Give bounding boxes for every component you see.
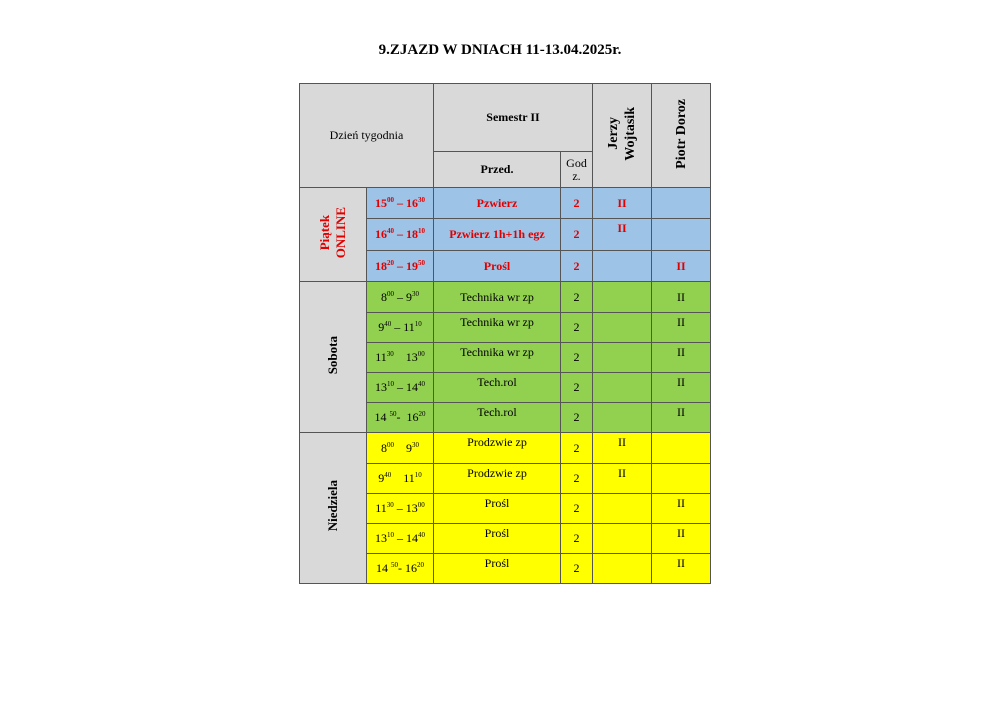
- time-separator: –: [394, 531, 406, 545]
- subject-cell: Pzwierz 1h+1h egz: [434, 219, 561, 251]
- start-hour: 8: [381, 289, 387, 304]
- time-cell: [367, 464, 434, 494]
- start-hour: 18: [375, 258, 387, 273]
- start-hour: 9: [378, 471, 385, 485]
- page-title: 9.ZJAZD W DNIACH 11-13.04.2025r.: [378, 42, 622, 58]
- start-hour: 9: [378, 320, 385, 334]
- start-minutes: 40: [384, 471, 392, 479]
- start-hour: 14: [374, 410, 390, 424]
- start-minutes: 00: [387, 440, 394, 449]
- subject-cell: Prodzwie zp: [434, 433, 561, 464]
- day-cell: [300, 433, 367, 584]
- hours-cell: 2: [561, 554, 593, 584]
- end-hour: 13: [405, 501, 418, 515]
- start-hour: 13: [375, 380, 387, 394]
- time-separator: -: [398, 561, 405, 575]
- start-minutes: 30: [386, 501, 394, 509]
- time-cell: [367, 313, 434, 343]
- schedule-table: [299, 83, 711, 584]
- start-minutes: 10: [387, 380, 394, 388]
- day-name: Sobota: [325, 335, 340, 375]
- hours-header-line1: God: [566, 155, 587, 170]
- teacher1-cell: II: [593, 188, 652, 219]
- teacher1-cell: [593, 343, 652, 373]
- teacher2-cell: II: [652, 524, 711, 554]
- end-minutes: 30: [418, 195, 425, 204]
- time-cell: [367, 343, 434, 373]
- end-minutes: 00: [417, 350, 425, 358]
- time-separator: –: [394, 258, 406, 273]
- end-hour: 16: [405, 561, 417, 575]
- time-cell: [367, 251, 434, 282]
- teacher-last-name: Wojtasik: [623, 106, 638, 161]
- hours-cell: 2: [561, 464, 593, 494]
- time-cell: [367, 403, 434, 433]
- start-minutes: 50: [391, 561, 398, 569]
- time-separator: –: [394, 227, 406, 241]
- teacher1-cell: II: [593, 464, 652, 494]
- hours-cell: 2: [561, 251, 593, 282]
- teacher1-cell: [593, 494, 652, 524]
- start-hour: 14: [376, 561, 391, 575]
- end-hour: 14: [406, 380, 418, 394]
- start-hour: 11: [375, 350, 387, 364]
- start-hour: 16: [375, 227, 387, 241]
- time-cell: [367, 433, 434, 464]
- subject-cell: Tech.rol: [434, 403, 561, 433]
- teacher1-cell: [593, 554, 652, 584]
- hours-cell: 2: [561, 373, 593, 403]
- teacher-name: Piotr Doroz: [673, 98, 689, 169]
- subject-cell: Pzwierz: [434, 188, 561, 219]
- teacher1-cell: II: [593, 433, 652, 464]
- teacher2-cell: II: [652, 373, 711, 403]
- day-cell-friday: [300, 188, 367, 282]
- time-separator: –: [394, 289, 406, 304]
- schedule-row: [300, 433, 711, 464]
- subject-cell: Technika wr zp: [434, 282, 561, 313]
- start-minutes: 40: [384, 320, 392, 328]
- day-cell: [300, 282, 367, 433]
- teacher1-cell: [593, 373, 652, 403]
- time-separator: [394, 441, 406, 455]
- hours-cell: 2: [561, 343, 593, 373]
- subject-cell: Technika wr zp: [434, 313, 561, 343]
- start-minutes: 50: [389, 410, 397, 418]
- hours-cell: 2: [561, 313, 593, 343]
- start-minutes: 30: [386, 350, 394, 358]
- time-cell: [367, 188, 434, 219]
- end-hour: 16: [406, 195, 418, 210]
- time-cell: [367, 494, 434, 524]
- start-minutes: 00: [387, 289, 394, 298]
- teacher1-cell: [593, 282, 652, 313]
- subject-cell: Prośl: [434, 524, 561, 554]
- hours-cell: 2: [561, 433, 593, 464]
- subject-cell: Tech.rol: [434, 373, 561, 403]
- day-name: Niedziela: [325, 480, 340, 532]
- schedule-body: [300, 188, 711, 584]
- teacher2-cell: [652, 188, 711, 219]
- start-hour: 13: [375, 531, 387, 545]
- teacher2-cell: II: [652, 494, 711, 524]
- teacher2-cell: II: [652, 282, 711, 313]
- time-separator: [391, 471, 403, 485]
- teacher2-cell: II: [652, 251, 711, 282]
- end-minutes: 20: [417, 561, 424, 569]
- end-hour: 9: [406, 440, 412, 455]
- subject-header: Przed.: [434, 152, 561, 188]
- teacher-first-name: Jerzy: [606, 117, 621, 150]
- day-mode: ONLINE: [333, 206, 348, 259]
- subject-cell: Prośl: [434, 251, 561, 282]
- end-minutes: 10: [414, 471, 422, 479]
- end-minutes: 30: [412, 289, 419, 298]
- time-cell: [367, 282, 434, 313]
- teacher2-cell: [652, 464, 711, 494]
- subject-cell: Prośl: [434, 494, 561, 524]
- end-minutes: 10: [414, 320, 422, 328]
- end-minutes: 30: [412, 440, 419, 449]
- hours-cell: 2: [561, 219, 593, 251]
- subject-cell: Prośl: [434, 554, 561, 584]
- teacher1-cell: [593, 403, 652, 433]
- time-separator: –: [394, 380, 406, 394]
- start-hour: 11: [375, 501, 387, 515]
- teacher2-cell: [652, 433, 711, 464]
- start-minutes: 40: [387, 227, 394, 235]
- end-minutes: 20: [418, 410, 426, 418]
- teacher-header-doroz: [652, 84, 711, 188]
- end-hour: 9: [406, 289, 412, 304]
- start-minutes: 20: [387, 258, 394, 267]
- teacher2-cell: II: [652, 313, 711, 343]
- end-minutes: 10: [418, 227, 425, 235]
- semester-header: Semestr II: [434, 84, 593, 152]
- schedule-row: [300, 282, 711, 313]
- end-hour: 18: [406, 227, 418, 241]
- time-cell: [367, 373, 434, 403]
- hours-header: [561, 152, 593, 188]
- teacher1-cell: II: [593, 219, 652, 251]
- hours-cell: 2: [561, 188, 593, 219]
- time-separator: –: [393, 501, 406, 515]
- subject-cell: Technika wr zp: [434, 343, 561, 373]
- teacher-header-wojtasik: [593, 84, 652, 188]
- time-cell: [367, 219, 434, 251]
- day-of-week-header: Dzień tygodnia: [300, 84, 434, 188]
- start-minutes: 00: [387, 195, 394, 204]
- day-name: Piątek: [317, 214, 332, 251]
- end-minutes: 40: [418, 531, 425, 539]
- end-hour: 13: [405, 350, 418, 364]
- start-hour: 15: [375, 195, 387, 210]
- teacher2-cell: II: [652, 403, 711, 433]
- start-hour: 8: [381, 440, 387, 455]
- time-separator: –: [391, 320, 404, 334]
- time-separator: –: [394, 195, 406, 210]
- teacher2-cell: II: [652, 343, 711, 373]
- teacher1-cell: [593, 251, 652, 282]
- hours-cell: 2: [561, 494, 593, 524]
- schedule-row: [300, 188, 711, 219]
- time-separator: -: [396, 410, 407, 424]
- end-hour: 14: [406, 531, 418, 545]
- start-minutes: 10: [387, 531, 394, 539]
- end-hour: 11: [403, 320, 415, 334]
- teacher1-cell: [593, 313, 652, 343]
- end-minutes: 40: [418, 380, 425, 388]
- end-hour: 16: [406, 410, 419, 424]
- teacher2-cell: II: [652, 554, 711, 584]
- hours-header-line2: z.: [572, 168, 581, 183]
- end-hour: 19: [406, 258, 418, 273]
- end-minutes: 50: [418, 258, 425, 267]
- end-hour: 11: [403, 471, 415, 485]
- time-cell: [367, 524, 434, 554]
- end-minutes: 00: [417, 501, 425, 509]
- time-cell: [367, 554, 434, 584]
- time-separator: [394, 350, 406, 364]
- teacher1-cell: [593, 524, 652, 554]
- hours-cell: 2: [561, 282, 593, 313]
- hours-cell: 2: [561, 524, 593, 554]
- subject-cell: Prodzwie zp: [434, 464, 561, 494]
- hours-cell: 2: [561, 403, 593, 433]
- teacher2-cell: [652, 219, 711, 251]
